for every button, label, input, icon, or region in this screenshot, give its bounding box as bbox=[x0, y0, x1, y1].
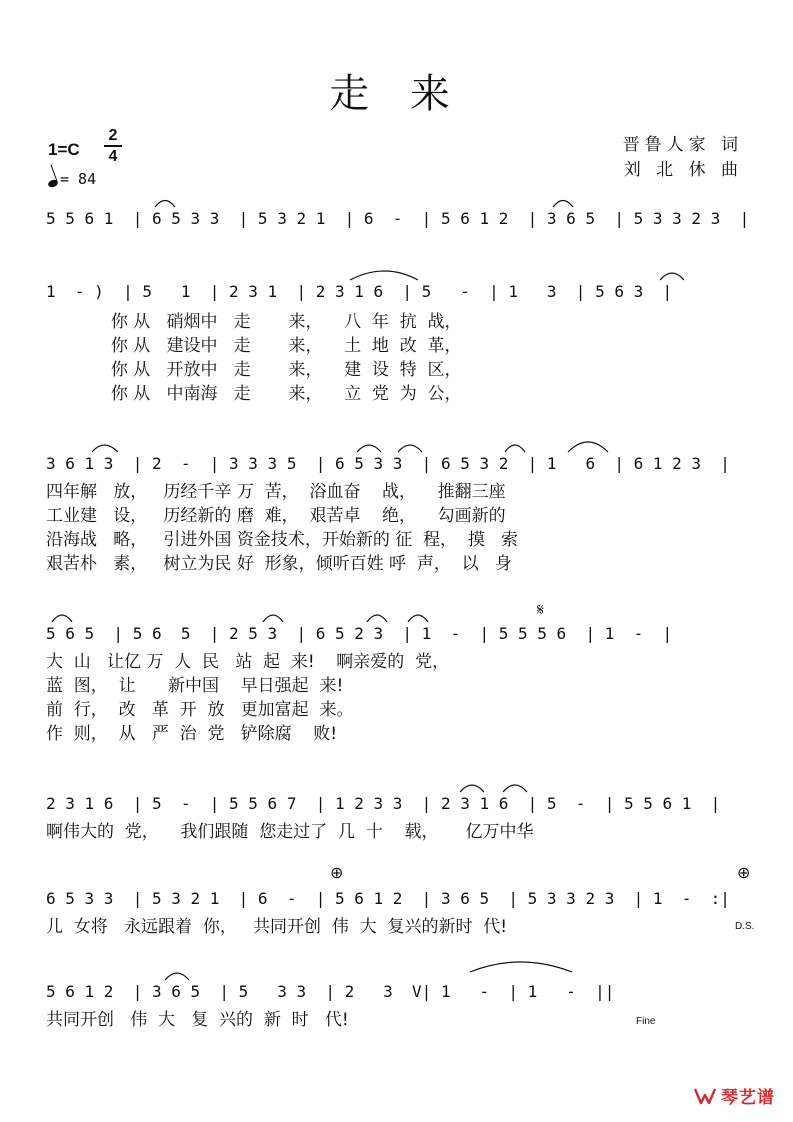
lyric-verse-1: 儿 女将 永远跟着 你， 共同开创 伟 大 复兴的新时 代! bbox=[46, 917, 508, 937]
logo-icon bbox=[693, 1085, 717, 1107]
lyric-verse-1: 四年解 放， 历经千辛 万 苦， 浴血奋 战， 推翻三座 bbox=[46, 482, 506, 502]
time-sig-top: 2 bbox=[108, 127, 118, 144]
lyric-verse-1: 啊伟大的 党， 我们跟随 您走过了 几 十 载， 亿万中华 bbox=[46, 822, 534, 842]
time-sig-bottom: 4 bbox=[108, 148, 118, 165]
lyric-verse-1: 大 山 让亿 万 人 民 站 起 来! 啊亲爱的 党， bbox=[46, 652, 450, 672]
lyricist-credit: 晋鲁人家 词 bbox=[622, 135, 743, 155]
lyric-verse-4: 作 则， 从 严 治 党 铲除腐 败! bbox=[46, 724, 338, 744]
ds-marking: D.S. bbox=[735, 921, 755, 932]
lyric-verse-1: 共同开创 伟 大 复 兴的 新 时 代! bbox=[46, 1010, 349, 1030]
lyric-verse-2: 工业建 设， 历经新的 磨 难， 艰苦卓 绝， 勾画新的 bbox=[46, 506, 506, 526]
notation-line: 5 5 6 1 | 6 5 3 3 | 5 3 2 1 | 6 - | 5 6 1 2 | 3 6 5 | 5 3 3 2 3 | bbox=[46, 209, 750, 228]
lyric-verse-3: 前 行， 改 革 开 放 更加富起 来。 bbox=[46, 700, 354, 720]
composer-credit: 刘 北 休 曲 bbox=[623, 160, 743, 180]
logo-text: 琴艺谱 bbox=[721, 1088, 775, 1108]
key-signature: 1=C bbox=[48, 140, 80, 159]
notation-line: 5 6 1 2 | 3 6 5 | 5 3 3 | 2 3 V| 1 - | 1 - || bbox=[46, 982, 615, 1001]
lyric-verse-1: 你 从 硝烟中 走 来， 八 年 抗 战， bbox=[46, 312, 462, 332]
notation-line: 6 5 3 3 | 5 3 2 1 | 6 - | 5 6 1 2 | 3 6 5 | 5 3 3 2 3 | 1 - :| bbox=[46, 889, 730, 908]
notation-line: 1 - ) | 5 1 | 2 3 1 | 2 3 1 6 | 5 - | 1 3 | 5 6 3 | bbox=[46, 282, 673, 301]
notation-line: 3 6 1 3 | 2 - | 3 3 3 5 | 6 5 3 3 | 6 5 3 2 | 1 6 | 6 1 2 3 | bbox=[46, 454, 730, 473]
coda-icon: ⊕ bbox=[737, 865, 751, 882]
coda-icon: ⊕ bbox=[330, 865, 344, 882]
lyric-verse-2: 蓝 图， 让 新中国 早日强起 来! bbox=[46, 676, 344, 696]
lyric-verse-4: 你 从 中南海 走 来， 立 党 为 公， bbox=[46, 384, 462, 404]
lyric-verse-4: 艰苦朴 素， 树立为民 好 形象，倾听百姓 呼 声， 以 身 bbox=[46, 554, 512, 574]
notation-line: 2 3 1 6 | 5 - | 5 5 6 7 | 1 2 3 3 | 2 3 1 6 | 5 - | 5 5 6 1 | bbox=[46, 794, 721, 813]
segno-icon: 𝄋 bbox=[537, 602, 544, 619]
notation-line: 5 6 5 | 5 6 5 | 2 5 3 | 6 5 2 3 | 1 - | 5 5 5 6 | 1 - | bbox=[46, 624, 673, 643]
lyric-verse-2: 你 从 建设中 走 来， 土 地 改 革， bbox=[46, 336, 462, 356]
site-logo bbox=[693, 1083, 775, 1108]
tempo-value: = 84 bbox=[60, 170, 97, 188]
song-title: 走 来 bbox=[329, 71, 464, 117]
lyric-verse-3: 你 从 开放中 走 来， 建 设 特 区， bbox=[46, 360, 462, 380]
fine-marking: Fine bbox=[636, 1016, 656, 1027]
lyric-verse-3: 沿海战 略， 引进外国 资金技术，开始新的 征 程， 摸 索 bbox=[46, 530, 519, 550]
